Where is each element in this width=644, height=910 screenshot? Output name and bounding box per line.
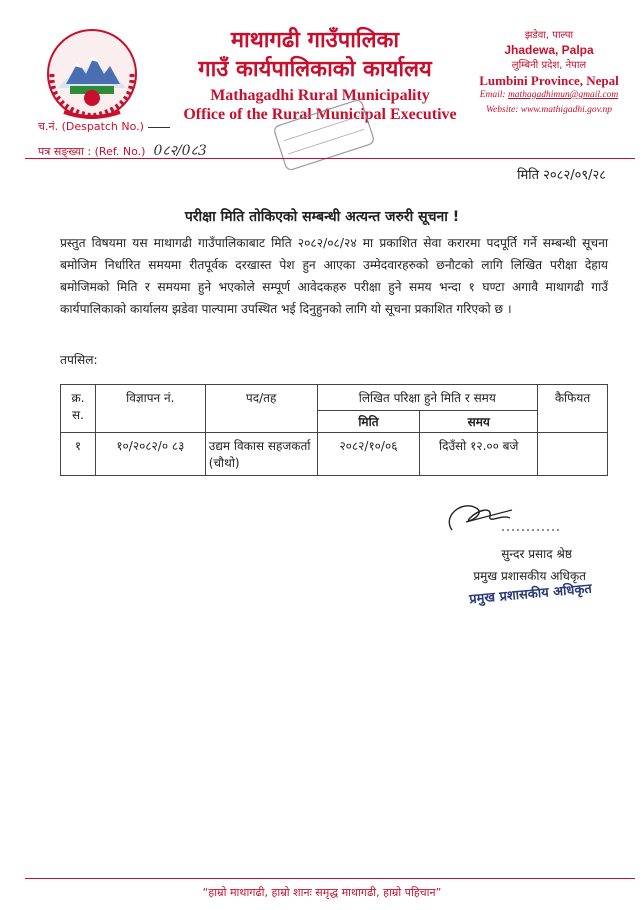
- col-header-time: समय: [420, 411, 538, 433]
- email-link[interactable]: mathagadhimun@gmail.com: [507, 90, 619, 100]
- cell-ad-no: १०/२०८२/० ८३: [95, 433, 205, 476]
- notice-date: मिति २०८२/०९/२८: [517, 168, 606, 183]
- org-name-english: Mathagadhi Rural Municipality: [210, 87, 430, 104]
- ref-no: पत्र सङ्ख्या : (Ref. No.) 0८२/0८3: [38, 143, 207, 159]
- address-english: Jhadewa, Palpa: [504, 43, 594, 57]
- address-block: [474, 28, 624, 118]
- handwritten-signature: [432, 496, 592, 536]
- col-header-ad-no: विज्ञापन नं.: [95, 385, 205, 433]
- details-label: तपसिल:: [60, 353, 98, 367]
- exam-schedule-table: [60, 384, 608, 476]
- col-header-remarks: कैफियत: [538, 385, 608, 433]
- notice-subject: परीक्षा मिति तोकिएको सम्बन्धी अत्यन्त जरुरी सूचना !: [184, 209, 460, 225]
- province-english: Lumbini Province, Nepal: [479, 73, 619, 88]
- cell-date: २०८२/१०/०६: [317, 433, 420, 476]
- office-name-english: Office of the Rural Municipal Executive: [183, 106, 457, 123]
- nepal-emblem-logo: [44, 28, 140, 120]
- address-nepali: झडेवा, पाल्पा: [524, 30, 574, 41]
- website-link[interactable]: www.mathigadhi.gov.np: [520, 105, 612, 115]
- header-divider: [25, 158, 635, 159]
- province-nepali: लुम्बिनी प्रदेश, नेपाल: [511, 60, 587, 71]
- cell-post: उद्यम विकास सहजकर्ता (चौथो): [205, 433, 317, 476]
- table-row: [61, 433, 608, 476]
- col-header-post: पद/तह: [205, 385, 317, 433]
- col-header-date: मिति: [317, 411, 420, 433]
- table-header-row: [61, 385, 608, 411]
- footer-slogan: “हाम्रो माथागढी, हाम्रो शानः समृद्ध माथागढी, हाम्रो पहिचान”: [202, 886, 442, 899]
- designation-seal: प्रमुख प्रशासकीय अधिकृत: [468, 581, 593, 608]
- ref-no-value: 0८२/0८3: [153, 143, 207, 159]
- email-line: Email: mathagadhimun@gmail.com: [479, 90, 619, 100]
- website-line: Website: www.mathigadhi.gov.np: [486, 105, 612, 115]
- cell-remarks: [538, 433, 608, 476]
- org-name-nepali: माथागढी गाउँपालिका: [230, 28, 400, 53]
- notice-body: प्रस्तुत विषयमा यस माथागढी गाउँपालिकाबाट मिति २०८२/०८/२४ मा प्रकाशित सेवा करारमा पदपूर्ति गर्ने सम्बन्धी सूचना बमोजिम निर्धारित समयमा रीतपूर्वक दरखास्त पेश हुन आएका उम्मेदवारहरुको छनौटको लागि लिखित परीक्षा देहाय बमोजिमको मिति र समयमा हुने भएकोले सम्पूर्ण आवेदकहरु परीक्षा हुने समय भन्दा १ घण्टा अगावै माथागढी गाउँ कार्यपालिकाको कार्यालय झडेवा पाल्पामा उपस्थित भई दिनुहुनको लागि यो सूचना प्रकाशित गरिएको छ ।: [60, 236, 608, 316]
- office-name-nepali: गाउँ कार्यपालिकाको कार्यालय: [198, 57, 432, 82]
- signer-title: प्रमुख प्रशासकीय अधिकृत: [473, 569, 586, 583]
- despatch-no: च.नं. (Despatch No.): [38, 119, 170, 134]
- cell-time: दिउँसो १२.०० बजे: [420, 433, 538, 476]
- cell-sn: १: [61, 433, 96, 476]
- col-header-sn: क्र. स.: [61, 385, 96, 433]
- signer-name: सुन्दर प्रसाद श्रेष्ठ: [501, 547, 572, 561]
- col-header-exam: लिखित परिक्षा हुने मिति र समय: [317, 385, 538, 411]
- footer-divider: [25, 878, 635, 879]
